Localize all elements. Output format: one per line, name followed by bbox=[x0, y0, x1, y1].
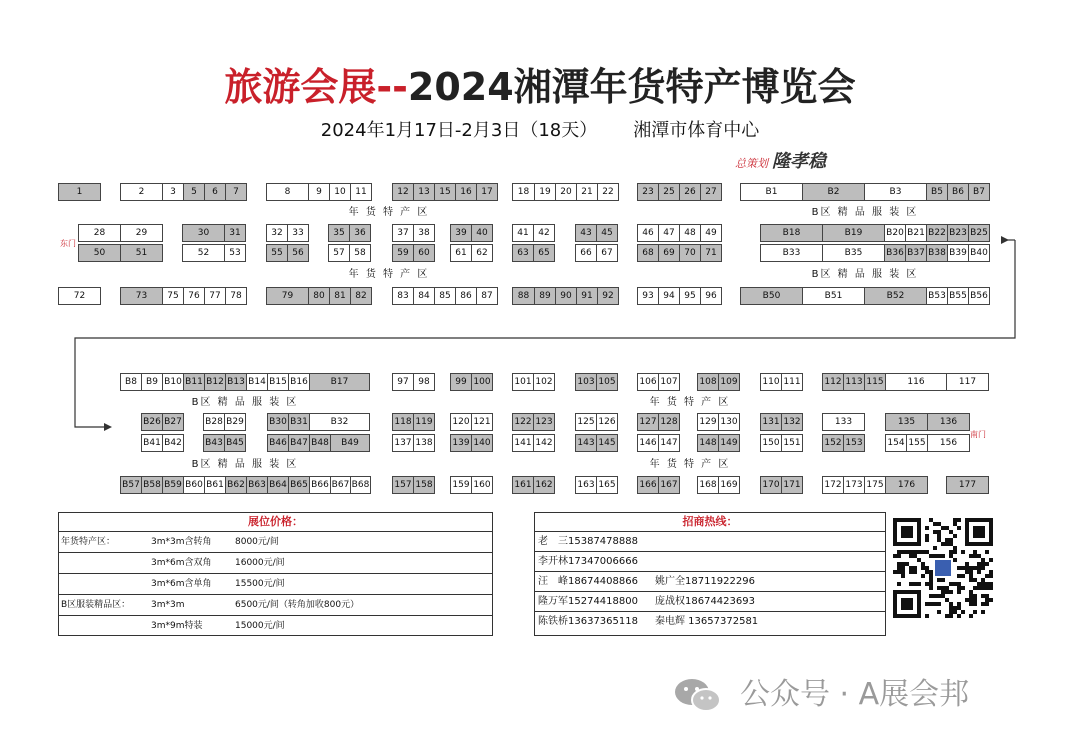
booth-37: 37 bbox=[392, 224, 414, 242]
booth-157: 157 bbox=[392, 476, 414, 494]
booth-41: 41 bbox=[512, 224, 534, 242]
booth-B19: B19 bbox=[822, 224, 885, 242]
booth-97: 97 bbox=[392, 373, 414, 391]
booth-B50: B50 bbox=[740, 287, 803, 305]
booth-68: 68 bbox=[637, 244, 659, 262]
pricing-spec: 3m*9m特装 bbox=[151, 621, 203, 631]
booth-45: 45 bbox=[596, 224, 618, 242]
booth-55: 55 bbox=[266, 244, 288, 262]
pricing-row bbox=[59, 553, 492, 574]
booth-B26: B26 bbox=[141, 413, 163, 431]
booth-120: 120 bbox=[450, 413, 472, 431]
booth-125: 125 bbox=[575, 413, 597, 431]
booth-B11: B11 bbox=[183, 373, 205, 391]
booth-82: 82 bbox=[350, 287, 372, 305]
booth-B12: B12 bbox=[204, 373, 226, 391]
booth-138: 138 bbox=[413, 434, 435, 452]
booth-56: 56 bbox=[287, 244, 309, 262]
booth-B64: B64 bbox=[267, 476, 289, 494]
hotline-contact: 姚广全18711922296 bbox=[655, 576, 755, 587]
booth-146: 146 bbox=[637, 434, 659, 452]
booth-B52: B52 bbox=[864, 287, 927, 305]
booth-B39: B39 bbox=[947, 244, 969, 262]
watermark bbox=[668, 672, 1038, 718]
booth-B13: B13 bbox=[225, 373, 247, 391]
booth-177: 177 bbox=[946, 476, 989, 494]
booth-50: 50 bbox=[78, 244, 121, 262]
hotline-rows bbox=[535, 532, 885, 631]
qr-code-icon bbox=[893, 518, 993, 618]
booth-B23: B23 bbox=[947, 224, 969, 242]
booth-B36: B36 bbox=[884, 244, 906, 262]
booth-77: 77 bbox=[204, 287, 226, 305]
booth-9: 9 bbox=[308, 183, 330, 201]
booth-B42: B42 bbox=[162, 434, 184, 452]
booth-153: 153 bbox=[843, 434, 865, 452]
booth-49: 49 bbox=[700, 224, 722, 242]
booth-151: 151 bbox=[781, 434, 803, 452]
booth-69: 69 bbox=[658, 244, 680, 262]
booth-46: 46 bbox=[637, 224, 659, 242]
booth-98: 98 bbox=[413, 373, 435, 391]
booth-B5: B5 bbox=[926, 183, 948, 201]
pricing-row bbox=[59, 532, 492, 553]
booth-B17: B17 bbox=[309, 373, 370, 391]
hotline-contact: 汪 峰18674408866 bbox=[538, 576, 638, 587]
booth-79: 79 bbox=[266, 287, 309, 305]
pricing-price: 15500元/间 bbox=[235, 579, 285, 589]
booth-85: 85 bbox=[434, 287, 456, 305]
pricing-rows bbox=[59, 532, 492, 636]
booth-142: 142 bbox=[533, 434, 555, 452]
booth-123: 123 bbox=[533, 413, 555, 431]
booth-B30: B30 bbox=[267, 413, 289, 431]
pricing-price: 15000元/间 bbox=[235, 621, 285, 631]
booth-23: 23 bbox=[637, 183, 659, 201]
booth-158: 158 bbox=[413, 476, 435, 494]
booth-176: 176 bbox=[885, 476, 928, 494]
booth-95: 95 bbox=[679, 287, 701, 305]
booth-17: 17 bbox=[476, 183, 498, 201]
booth-B18: B18 bbox=[760, 224, 823, 242]
booth-33: 33 bbox=[287, 224, 309, 242]
booth-88: 88 bbox=[512, 287, 535, 305]
booth-36: 36 bbox=[349, 224, 371, 242]
booth-99: 99 bbox=[450, 373, 472, 391]
booth-B68: B68 bbox=[350, 476, 371, 494]
booth-B51: B51 bbox=[802, 287, 865, 305]
booth-27: 27 bbox=[700, 183, 722, 201]
booth-18: 18 bbox=[512, 183, 535, 201]
booth-B61: B61 bbox=[204, 476, 226, 494]
booth-B38: B38 bbox=[926, 244, 948, 262]
booth-147: 147 bbox=[658, 434, 680, 452]
booth-92: 92 bbox=[597, 287, 619, 305]
pricing-price: 6500元/间（转角加收800元） bbox=[235, 600, 360, 610]
booth-11: 11 bbox=[350, 183, 372, 201]
booth-5: 5 bbox=[183, 183, 205, 201]
booth-169: 169 bbox=[718, 476, 740, 494]
hotline-table bbox=[534, 512, 886, 636]
booth-121: 121 bbox=[471, 413, 493, 431]
booth-61: 61 bbox=[450, 244, 472, 262]
booth-B28: B28 bbox=[203, 413, 225, 431]
booth-B6: B6 bbox=[947, 183, 969, 201]
booth-119: 119 bbox=[413, 413, 435, 431]
pricing-row bbox=[59, 574, 492, 595]
hotline-contact: 陈铁桥13637365118 bbox=[538, 616, 638, 627]
booth-63: 63 bbox=[512, 244, 534, 262]
booth-B56: B56 bbox=[968, 287, 990, 305]
booth-73: 73 bbox=[120, 287, 163, 305]
booth-126: 126 bbox=[596, 413, 618, 431]
booth-67: 67 bbox=[596, 244, 618, 262]
booth-117: 117 bbox=[946, 373, 989, 391]
pricing-header: 展位价格： bbox=[59, 513, 492, 532]
booth-59: 59 bbox=[392, 244, 414, 262]
pricing-spec: 3m*6m含双角 bbox=[151, 558, 212, 568]
booth-106: 106 bbox=[637, 373, 659, 391]
booth-B48: B48 bbox=[309, 434, 331, 452]
booth-155: 155 bbox=[906, 434, 928, 452]
booth-90: 90 bbox=[555, 287, 577, 305]
booth-B55: B55 bbox=[947, 287, 969, 305]
zone-label-bzone: B区 精 品 服 装 区 bbox=[191, 397, 299, 408]
booth-137: 137 bbox=[392, 434, 414, 452]
booth-101: 101 bbox=[512, 373, 534, 391]
booth-40: 40 bbox=[471, 224, 493, 242]
pricing-table bbox=[58, 512, 493, 636]
booth-168: 168 bbox=[697, 476, 719, 494]
booth-165: 165 bbox=[596, 476, 618, 494]
booth-132: 132 bbox=[781, 413, 803, 431]
booth-66: 66 bbox=[575, 244, 597, 262]
booth-28: 28 bbox=[78, 224, 121, 242]
booth-89: 89 bbox=[534, 287, 556, 305]
zone-label-nianhuo: 年 货 特 产 区 bbox=[649, 397, 731, 408]
booth-B16: B16 bbox=[288, 373, 310, 391]
booth-129: 129 bbox=[697, 413, 719, 431]
booth-B3: B3 bbox=[864, 183, 927, 201]
booth-78: 78 bbox=[225, 287, 247, 305]
booth-102: 102 bbox=[533, 373, 555, 391]
booth-52: 52 bbox=[182, 244, 225, 262]
pricing-spec: 3m*6m含单角 bbox=[151, 579, 212, 589]
booth-163: 163 bbox=[575, 476, 597, 494]
booth-B37: B37 bbox=[905, 244, 927, 262]
booth-166: 166 bbox=[637, 476, 659, 494]
booth-B2: B2 bbox=[802, 183, 865, 201]
booth-87: 87 bbox=[476, 287, 498, 305]
booth-47: 47 bbox=[658, 224, 680, 242]
booth-83: 83 bbox=[392, 287, 414, 305]
zone-label-nianhuo: 年 货 特 产 区 bbox=[649, 459, 731, 470]
booth-51: 51 bbox=[120, 244, 163, 262]
booth-162: 162 bbox=[533, 476, 555, 494]
booth-108: 108 bbox=[697, 373, 719, 391]
booth-167: 167 bbox=[658, 476, 680, 494]
booth-15: 15 bbox=[434, 183, 456, 201]
booth-3: 3 bbox=[162, 183, 184, 201]
booth-2: 2 bbox=[120, 183, 163, 201]
booth-B41: B41 bbox=[141, 434, 163, 452]
event-venue: 湘潭市体育中心 bbox=[633, 120, 760, 141]
booth-B21: B21 bbox=[905, 224, 927, 242]
booth-175: 175 bbox=[864, 476, 886, 494]
booth-133: 133 bbox=[822, 413, 865, 431]
booth-116: 116 bbox=[885, 373, 947, 391]
booth-62: 62 bbox=[471, 244, 493, 262]
hotline-contact: 李开林17347006666 bbox=[538, 556, 638, 567]
hotline-contact: 老 三15387478888 bbox=[538, 536, 638, 547]
booth-70: 70 bbox=[679, 244, 701, 262]
booth-170: 170 bbox=[760, 476, 782, 494]
booth-109: 109 bbox=[718, 373, 740, 391]
booth-107: 107 bbox=[658, 373, 680, 391]
booth-105: 105 bbox=[596, 373, 618, 391]
booth-B32: B32 bbox=[309, 413, 370, 431]
booth-1: 1 bbox=[58, 183, 101, 201]
zone-label-bzone: B区 精 品 服 装 区 bbox=[811, 269, 919, 280]
booth-B60: B60 bbox=[183, 476, 205, 494]
booth-150: 150 bbox=[760, 434, 782, 452]
hotline-row bbox=[535, 612, 885, 631]
booth-57: 57 bbox=[328, 244, 350, 262]
booth-103: 103 bbox=[575, 373, 597, 391]
booth-B53: B53 bbox=[926, 287, 948, 305]
pricing-price: 16000元/间 bbox=[235, 558, 285, 568]
booth-48: 48 bbox=[679, 224, 701, 242]
booth-21: 21 bbox=[576, 183, 598, 201]
hotline-row bbox=[535, 532, 885, 552]
booth-25: 25 bbox=[658, 183, 680, 201]
booth-80: 80 bbox=[308, 287, 330, 305]
booth-16: 16 bbox=[455, 183, 477, 201]
booth-B1: B1 bbox=[740, 183, 803, 201]
booth-B45: B45 bbox=[224, 434, 246, 452]
booth-31: 31 bbox=[224, 224, 246, 242]
booth-7: 7 bbox=[225, 183, 247, 201]
booth-84: 84 bbox=[413, 287, 435, 305]
booth-42: 42 bbox=[533, 224, 555, 242]
booth-75: 75 bbox=[162, 287, 184, 305]
booth-B14: B14 bbox=[246, 373, 268, 391]
hotline-contact: 秦电辉 13657372581 bbox=[655, 616, 759, 627]
booth-60: 60 bbox=[413, 244, 435, 262]
booth-B15: B15 bbox=[267, 373, 289, 391]
pricing-row bbox=[59, 595, 492, 616]
booth-148: 148 bbox=[697, 434, 719, 452]
pricing-spec: 3m*3m bbox=[151, 600, 185, 610]
booth-161: 161 bbox=[512, 476, 534, 494]
booth-30: 30 bbox=[182, 224, 225, 242]
booth-B63: B63 bbox=[246, 476, 268, 494]
booth-B58: B58 bbox=[141, 476, 163, 494]
booth-128: 128 bbox=[658, 413, 680, 431]
hotline-contact: 庞战权18674423693 bbox=[655, 596, 755, 607]
booth-6: 6 bbox=[204, 183, 226, 201]
booth-19: 19 bbox=[534, 183, 556, 201]
booth-111: 111 bbox=[781, 373, 803, 391]
booth-136: 136 bbox=[927, 413, 970, 431]
booth-159: 159 bbox=[450, 476, 472, 494]
zone-label-nianhuo: 年 货 特 产 区 bbox=[348, 207, 430, 218]
visitor-flow-line bbox=[75, 240, 1015, 427]
booth-156: 156 bbox=[927, 434, 970, 452]
booth-32: 32 bbox=[266, 224, 288, 242]
booth-100: 100 bbox=[471, 373, 493, 391]
booth-B59: B59 bbox=[162, 476, 184, 494]
booth-20: 20 bbox=[555, 183, 577, 201]
booth-160: 160 bbox=[471, 476, 493, 494]
booth-35: 35 bbox=[328, 224, 350, 242]
booth-141: 141 bbox=[512, 434, 534, 452]
booth-171: 171 bbox=[781, 476, 803, 494]
signature: 总策划 隆孝稳 bbox=[735, 151, 826, 172]
booth-122: 122 bbox=[512, 413, 534, 431]
booth-43: 43 bbox=[575, 224, 597, 242]
booth-145: 145 bbox=[596, 434, 618, 452]
booth-B66: B66 bbox=[309, 476, 331, 494]
booth-26: 26 bbox=[679, 183, 701, 201]
booth-B46: B46 bbox=[267, 434, 289, 452]
booth-10: 10 bbox=[329, 183, 351, 201]
pricing-zone: 年货特产区： bbox=[61, 537, 116, 547]
booth-12: 12 bbox=[392, 183, 414, 201]
hotline-row bbox=[535, 592, 885, 612]
booth-B43: B43 bbox=[203, 434, 225, 452]
booth-B29: B29 bbox=[224, 413, 246, 431]
booth-B62: B62 bbox=[225, 476, 247, 494]
zone-label-bzone: B区 精 品 服 装 区 bbox=[191, 459, 299, 470]
hotline-row bbox=[535, 552, 885, 572]
booth-72: 72 bbox=[58, 287, 101, 305]
gate-east: 东门 bbox=[60, 239, 76, 248]
page-title: 旅游会展--2024湘潭年货特产博览会 bbox=[224, 65, 856, 109]
booth-118: 118 bbox=[392, 413, 414, 431]
booth-173: 173 bbox=[843, 476, 865, 494]
hotline-header: 招商热线： bbox=[535, 513, 885, 532]
booth-96: 96 bbox=[700, 287, 722, 305]
booth-81: 81 bbox=[329, 287, 351, 305]
booth-B33: B33 bbox=[760, 244, 823, 262]
watermark-text: 公众号 · A展会邦 bbox=[740, 677, 970, 712]
booth-154: 154 bbox=[885, 434, 907, 452]
booth-58: 58 bbox=[349, 244, 371, 262]
booth-B9: B9 bbox=[141, 373, 163, 391]
booth-112: 112 bbox=[822, 373, 844, 391]
zone-label-nianhuo: 年 货 特 产 区 bbox=[348, 269, 430, 280]
booth-143: 143 bbox=[575, 434, 597, 452]
booth-149: 149 bbox=[718, 434, 740, 452]
booth-130: 130 bbox=[718, 413, 740, 431]
booth-B7: B7 bbox=[968, 183, 990, 201]
arrow-head-left bbox=[104, 423, 112, 431]
booth-94: 94 bbox=[658, 287, 680, 305]
booth-13: 13 bbox=[413, 183, 435, 201]
booth-B31: B31 bbox=[288, 413, 310, 431]
booth-135: 135 bbox=[885, 413, 928, 431]
booth-B35: B35 bbox=[822, 244, 885, 262]
booth-B8: B8 bbox=[120, 373, 142, 391]
booth-B27: B27 bbox=[162, 413, 184, 431]
booth-172: 172 bbox=[822, 476, 844, 494]
booth-139: 139 bbox=[450, 434, 472, 452]
booth-B57: B57 bbox=[120, 476, 142, 494]
booth-86: 86 bbox=[455, 287, 477, 305]
booth-39: 39 bbox=[450, 224, 472, 242]
booth-127: 127 bbox=[637, 413, 659, 431]
booth-B22: B22 bbox=[926, 224, 948, 242]
booth-152: 152 bbox=[822, 434, 844, 452]
booth-38: 38 bbox=[413, 224, 435, 242]
booth-B40: B40 bbox=[968, 244, 990, 262]
booth-65: 65 bbox=[533, 244, 555, 262]
booth-B47: B47 bbox=[288, 434, 310, 452]
booth-93: 93 bbox=[637, 287, 659, 305]
booth-B20: B20 bbox=[884, 224, 906, 242]
booth-91: 91 bbox=[576, 287, 598, 305]
booth-110: 110 bbox=[760, 373, 782, 391]
booth-115: 115 bbox=[864, 373, 886, 391]
booth-B10: B10 bbox=[162, 373, 184, 391]
booth-8: 8 bbox=[266, 183, 309, 201]
booth-B25: B25 bbox=[968, 224, 990, 242]
booth-53: 53 bbox=[224, 244, 246, 262]
booth-22: 22 bbox=[597, 183, 619, 201]
pricing-price: 8000元/间 bbox=[235, 537, 279, 547]
booth-B65: B65 bbox=[288, 476, 310, 494]
booth-131: 131 bbox=[760, 413, 782, 431]
booth-76: 76 bbox=[183, 287, 205, 305]
pricing-row bbox=[59, 616, 492, 636]
pricing-zone: B区服装精品区： bbox=[61, 600, 131, 610]
pricing-spec: 3m*3m含转角 bbox=[151, 537, 212, 547]
zone-label-bzone: B区 精 品 服 装 区 bbox=[811, 207, 919, 218]
booth-113: 113 bbox=[843, 373, 865, 391]
booth-B67: B67 bbox=[330, 476, 351, 494]
booth-B49: B49 bbox=[330, 434, 370, 452]
gate-south: 南门 bbox=[970, 430, 986, 439]
hotline-contact: 隆万军15274418800 bbox=[538, 596, 638, 607]
event-date: 2024年1月17日-2月3日（18天） bbox=[320, 120, 598, 141]
hotline-row bbox=[535, 572, 885, 592]
booth-71: 71 bbox=[700, 244, 722, 262]
wechat-icon bbox=[668, 672, 728, 718]
booth-140: 140 bbox=[471, 434, 493, 452]
booth-29: 29 bbox=[120, 224, 163, 242]
